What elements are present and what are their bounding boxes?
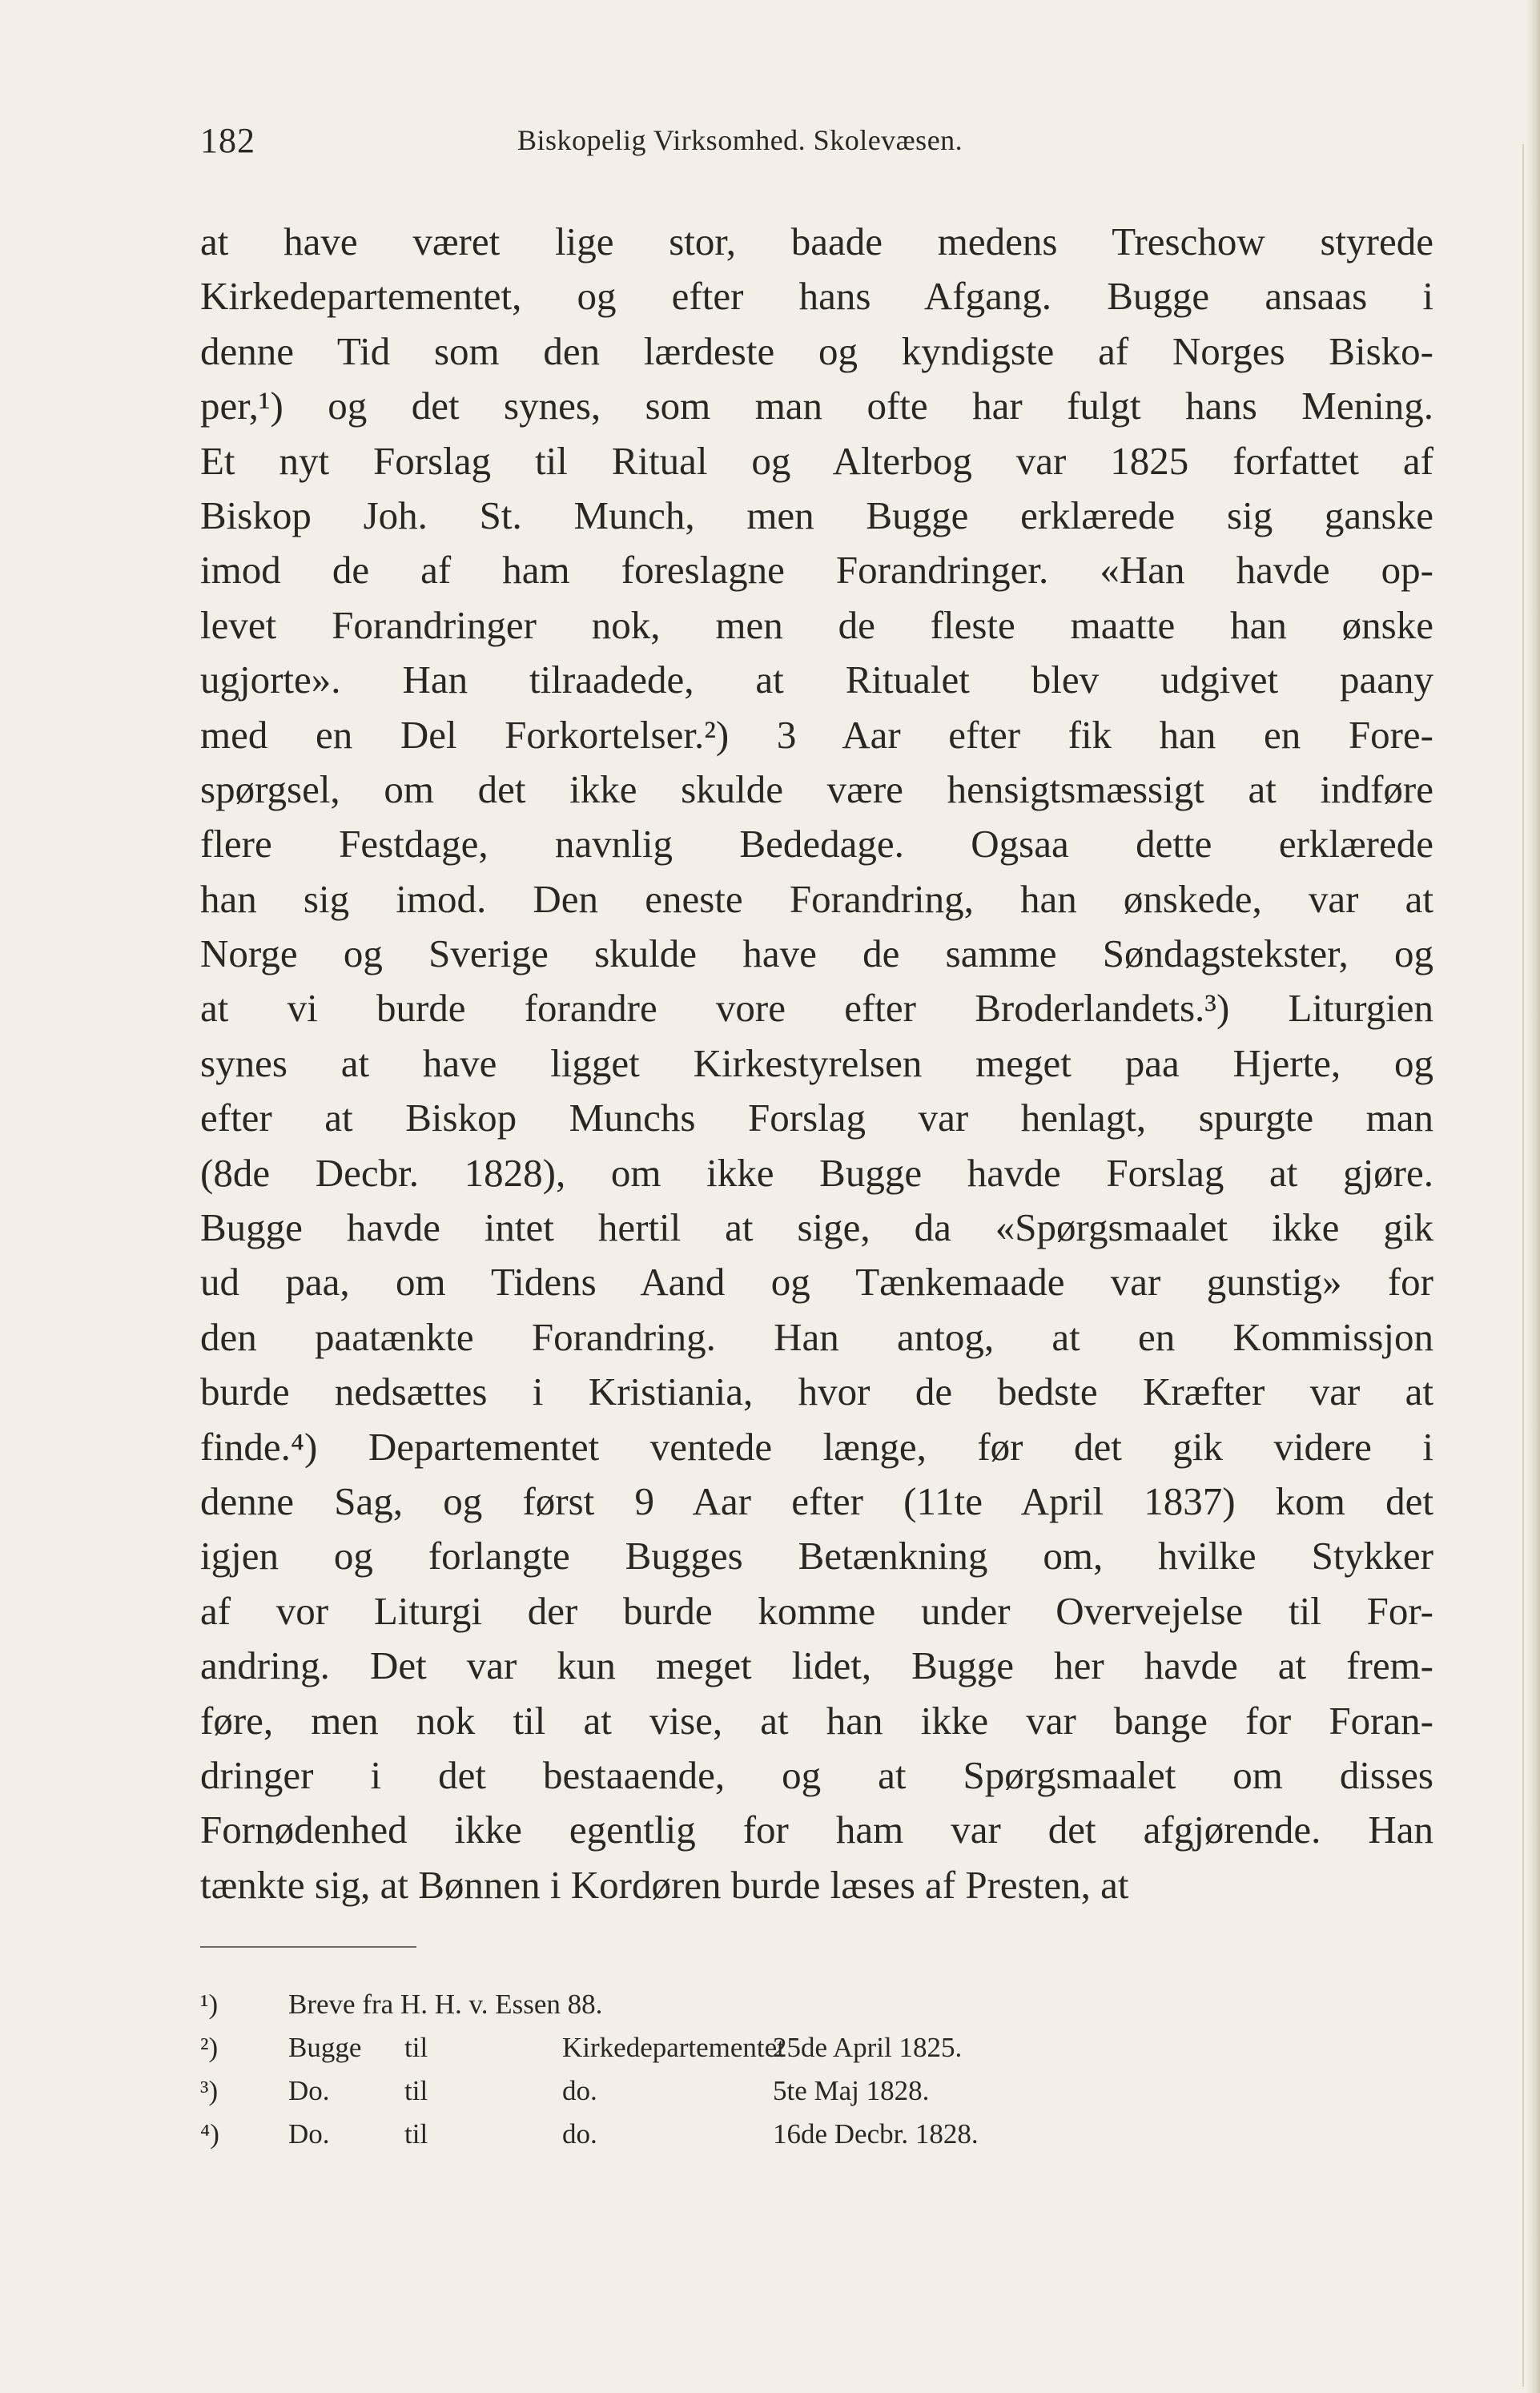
footnote-recipient: do. xyxy=(562,2118,597,2150)
footnote-recipient: Kirkedepartementet xyxy=(562,2032,785,2063)
footnote-1 xyxy=(200,1983,1161,2026)
footnote-author: Do. xyxy=(288,2118,330,2150)
text-line: finde.⁴) Departementet ventede længe, før det gik videre i xyxy=(200,1424,1433,1469)
text-line: føre, men nok til at vise, at han ikke var bange for Foran- xyxy=(200,1698,1433,1743)
footnote-divider xyxy=(200,1946,416,1948)
footnote-3 xyxy=(200,2069,1161,2113)
footnote-recipient: do. xyxy=(562,2075,597,2106)
footnotes xyxy=(200,1983,1161,2156)
text-line: Norge og Sverige skulde have de samme Søndagstekster, og xyxy=(200,931,1433,976)
text-line: Biskop Joh. St. Munch, men Bugge erklærede sig ganske xyxy=(200,493,1433,537)
footnote-preposition: til xyxy=(404,2075,428,2106)
text-line: efter at Biskop Munchs Forslag var henlagt, spurgte man xyxy=(200,1096,1433,1140)
footnote-marker: ⁴) xyxy=(200,2118,219,2150)
text-line: levet Forandringer nok, men de fleste maatte han ønske xyxy=(200,602,1433,647)
text-line: med en Del Forkortelser.²) 3 Aar efter fik han en Fore- xyxy=(200,712,1433,757)
text-line: af vor Liturgi der burde komme under Overvejelse til For- xyxy=(200,1588,1433,1633)
text-line: denne Tid som den lærdeste og kyndigste af Norges Bisko- xyxy=(200,328,1433,373)
text-line: ud paa, om Tidens Aand og Tænkemaade var gunstig» for xyxy=(200,1260,1433,1305)
running-title: Biskopelig Virksomhed. Skolevæsen. xyxy=(517,124,963,156)
body-text xyxy=(200,215,1433,1912)
footnote-2 xyxy=(200,2026,1161,2069)
footnote-marker: ³) xyxy=(200,2075,219,2106)
text-line: tænkte sig, at Bønnen i Kordøren burde læses af Presten, at xyxy=(200,1862,1129,1907)
footnote-date: 25de April 1825. xyxy=(773,2032,963,2063)
text-line: den paatænkte Forandring. Han antog, at en Kommissjon xyxy=(200,1314,1433,1359)
text-line: igjen og forlangte Bugges Betænkning om, hvilke Stykker xyxy=(200,1534,1433,1579)
page-header xyxy=(200,120,1450,168)
footnote-marker: ²) xyxy=(200,2032,219,2063)
footnote-date: 16de Decbr. 1828. xyxy=(773,2118,979,2150)
text-line: (8de Decbr. 1828), om ikke Bugge havde Forslag at gjøre. xyxy=(200,1150,1433,1195)
text-line: imod de af ham foreslagne Forandringer. «Han havde op- xyxy=(200,548,1433,593)
text-line: denne Sag, og først 9 Aar efter (11te April 1837) kom det xyxy=(200,1478,1433,1523)
text-line: andring. Det var kun meget lidet, Bugge her havde at frem- xyxy=(200,1643,1433,1688)
page-edge xyxy=(1526,0,1540,2393)
footnote-text: Breve fra H. H. v. Essen 88. xyxy=(288,1989,603,2020)
footnote-date: 5te Maj 1828. xyxy=(773,2075,930,2106)
text-line: flere Festdage, navnlig Bededage. Ogsaa dette erklærede xyxy=(200,822,1433,867)
page-number: 182 xyxy=(200,121,255,160)
text-line: dringer i det bestaaende, og at Spørgsmaalet om disses xyxy=(200,1752,1433,1797)
page-edge-line xyxy=(1522,144,1524,2387)
text-line: at have været lige stor, baade medens Treschow styrede xyxy=(200,219,1433,263)
text-line: synes at have ligget Kirkestyrelsen meget paa Hjerte, og xyxy=(200,1040,1433,1085)
footnote-marker: ¹) xyxy=(200,1989,219,2020)
text-line: Fornødenhed ikke egentlig for ham var det afgjørende. Han xyxy=(200,1808,1433,1852)
text-line: burde nedsættes i Kristiania, hvor de bedste Kræfter var at xyxy=(200,1369,1433,1414)
text-line: Et nyt Forslag til Ritual og Alterbog var 1825 forfattet af xyxy=(200,438,1433,483)
text-line: Kirkedepartementet, og efter hans Afgang. Bugge ansaas i xyxy=(200,274,1433,319)
footnote-preposition: til xyxy=(404,2118,428,2150)
text-line: Bugge havde intet hertil at sige, da «Spørgsmaalet ikke gik xyxy=(200,1205,1433,1250)
footnote-author: Do. xyxy=(288,2075,330,2106)
text-line: ugjorte». Han tilraadede, at Ritualet blev udgivet paany xyxy=(200,658,1433,702)
text-line: at vi burde forandre vore efter Broderlandets.³) Liturgien xyxy=(200,986,1433,1031)
text-line: han sig imod. Den eneste Forandring, han ønskede, var at xyxy=(200,876,1433,921)
text-line: per,¹) og det synes, som man ofte har fulgt hans Mening. xyxy=(200,384,1433,428)
text-line: spørgsel, om det ikke skulde være hensigtsmæssigt at indføre xyxy=(200,766,1433,811)
footnote-preposition: til xyxy=(404,2032,428,2063)
footnote-4 xyxy=(200,2113,1161,2156)
footnote-author: Bugge xyxy=(288,2032,362,2063)
